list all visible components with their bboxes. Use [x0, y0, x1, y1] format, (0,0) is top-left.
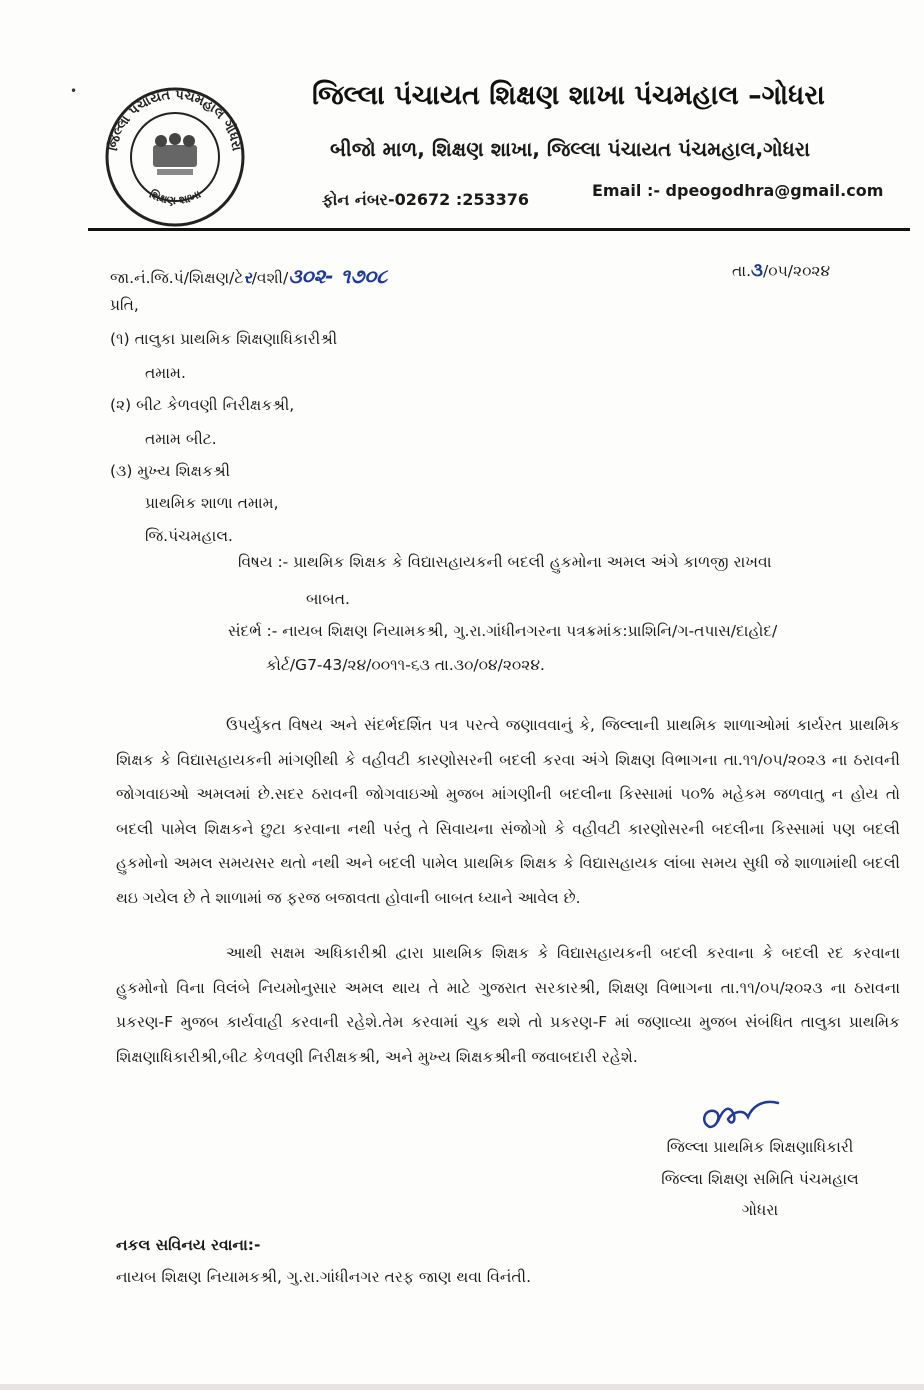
date-day-handwritten: ૩: [751, 260, 764, 281]
prati-label: પ્રતિ,: [110, 296, 139, 314]
signatory-office: જિલ્લા શિક્ષણ સમિતિ પંચમહાલ: [661, 1170, 859, 1188]
reference-printed: જા.નં.જિ.પં/શિક્ષણ/ટે: [110, 269, 244, 287]
reference-number: [110, 264, 387, 288]
addressee-3: (૩) મુખ્ય શિક્ષકશ્રી: [110, 462, 231, 480]
seal-text-bottom: શિક્ષણ શાખા: [147, 187, 203, 208]
signatory-title: જિલ્લા પ્રાથમિક શિક્ષણાધિકારી: [666, 1138, 854, 1156]
body-paragraph-2: [116, 936, 900, 1074]
email-address: Email :- dpeogodhra@gmail.com: [592, 181, 884, 200]
body-paragraph-2-text: આથી સક્ષમ અધિકારીશ્રી દ્વારા પ્રાથમિક શિક્ષક કે વિદ્યાસહાયકની બદલી કરવાના કે બદલી રદ કરવાના હુકમોનો વિના વિલંબે નિયમોનુસાર અમલ થાય તે માટે ગુજરાત સરકારશ્રી, શિક્ષણ વિભાગના તા.૧૧/૦૫/૨૦૨૩ ના ઠરાવના પ્રકરણ-F મુજબ કાર્યવાહી કરવાની રહેશે.તેમ કરવામાં ચુક થશે તો પ્રકરણ-F માં જણાવ્યા મુજબ સંબંધિત તાલુકા પ્રાથમિક શિક્ષણાધિકારીશ્રી,બીટ કેળવણી નિરીક્ષકશ્રી, અને મુખ્ય શિક્ષકશ્રીની જવાબદારી રહેશે.: [116, 944, 900, 1066]
signatory-place: ગોધરા: [741, 1201, 779, 1219]
svg-text:શિક્ષણ શાખા: [147, 187, 203, 207]
addressee-3-sub: પ્રાથમિક શાળા તમામ,: [145, 494, 279, 512]
letter-date: [732, 260, 830, 281]
subject-line-1: વિષય :- પ્રાથમિક શિક્ષક કે વિદ્યાસહાયકની બદલી હુકમોના અમલ અંગે કાળજી રાખવા: [238, 553, 772, 571]
office-title: જિલ્લા પંચાયત શિક્ષણ શાખા પંચમહાલ –ગોધરા: [312, 80, 825, 111]
copy-label: નકલ સવિનય રવાના:-: [116, 1236, 261, 1254]
seal-logo: [95, 85, 255, 229]
seal-text-top: જિલ્લા પંચાયત પંચમહાલ ગોધરા: [106, 87, 244, 153]
addressee-2-sub: તમામ બીટ.: [145, 430, 217, 448]
phone-number: ફોન નંબર-02672 :253376: [322, 190, 530, 209]
addressee-1-sub: તમામ.: [145, 364, 186, 382]
subject-line-2: બાબત.: [306, 590, 350, 608]
addressee-1: (૧) તાલુકા પ્રાથમિક શિક્ષણાધિકારીશ્રી: [110, 330, 338, 348]
date-rest: /૦૫/૨૦૨૪: [763, 262, 831, 280]
reference-line-1: સંદર્ભ :- નાયબ શિક્ષણ નિયામકશ્રી, ગુ.રા.ગાંધીનગરના પત્રક્રમાંક:પ્રાશિનિ/ગ-તપાસ/દાહોદ/: [228, 622, 778, 640]
reference-line-2: કોર્ટ/G7-43/૨૪/૦૦૧૧-૬૩ તા.૩૦/૦૪/૨૦૨૪.: [266, 656, 545, 674]
seal-emblem: [153, 133, 197, 175]
addressee-3-district: જિ.પંચમહાલ.: [145, 527, 233, 545]
reference-handwritten-number: ૩૦૨- ૧૭૦૮: [288, 264, 388, 288]
reference-printed-mid: /વશી/: [251, 269, 289, 287]
copy-recipient: નાયબ શિક્ષણ નિયામકશ્રી, ગુ.રા.ગાંધીનગર તરફ જાણ થવા વિનંતી.: [116, 1268, 532, 1286]
handwritten-signature: [600, 1093, 800, 1137]
date-prefix: તા.: [732, 262, 752, 280]
margin-mark: •: [70, 84, 78, 98]
scan-edge: [0, 1384, 924, 1390]
body-paragraph-1-text: ઉપર્યુકત વિષય અને સંદર્ભદર્શિત પત્ર પરત્વે જણાવવાનું કે, જિલ્લાની પ્રાથમિક શાળાઓમાં કાર્યરત પ્રાથમિક શિક્ષક કે વિદ્યાસહાયકની માંગણીથી કે વહીવટી કારણોસરની બદલી કરવા અંગે શિક્ષણ વિભાગના તા.૧૧/૦૫/૨૦૨૩ ના ઠરાવની જોગવાઇઓ અમલમાં છે.સદર ઠરાવની જોગવાઇઓ મુજબ માંગણીની બદલીના કિસ્સામાં ૫૦% મહેકમ જળવાતુ ન હોય તો બદલી પામેલ શિક્ષકને છુટા કરવાના નથી પરંતુ તે સિવાયના સંજોગો કે વહીવટી કારણોસરની બદલીના કિસ્સામાં પણ બદલી હુકમોનો અમલ સમયસર થતો નથી અને બદલી પામેલ પ્રાથમિક શિક્ષક કે વિદ્યાસહાયક લાંબા સમય સુધી જે શાળામાંથી બદલી થઇ ગયેલ છે તે શાળામાં જ ફરજ બજાવતા હોવાની બાબત ધ્યાને આવેલ છે.: [116, 716, 900, 907]
body-paragraph-1: [116, 708, 900, 915]
office-address: બીજો માળ, શિક્ષણ શાખા, જિલ્લા પંચાયત પંચમહાલ,ગોધરા: [330, 137, 811, 161]
header-divider: [88, 228, 910, 231]
reference-handwritten-char: ર: [243, 268, 252, 287]
addressee-2: (૨) બીટ કેળવણી નિરીક્ષકશ્રી,: [110, 396, 295, 414]
